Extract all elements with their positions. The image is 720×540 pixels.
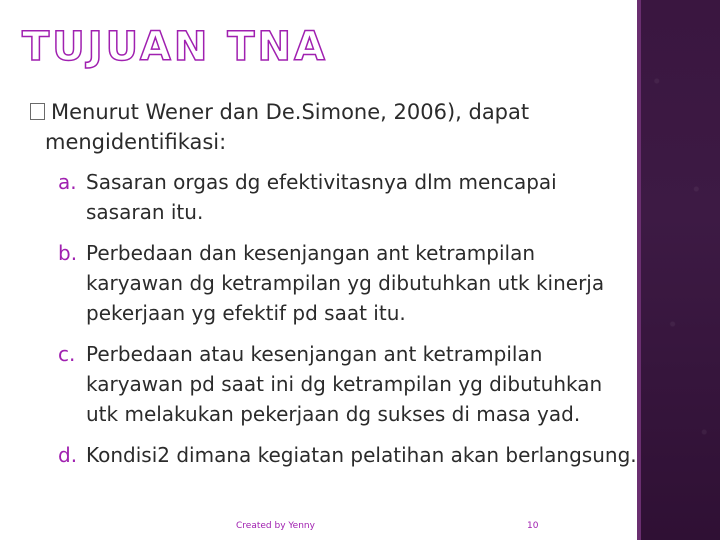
list-item xyxy=(58,167,638,227)
item-marker: c. xyxy=(58,342,76,366)
item-text: Perbedaan dan kesenjangan ant ketrampilan karyawan dg ketrampilan yg dibutuhkan utk kinerja pekerjaan yg efektif pd saat itu. xyxy=(86,241,605,325)
item-list xyxy=(58,167,638,481)
slide-title: TUJUAN TNA xyxy=(22,24,328,70)
intro-line-1: Menurut Wener dan De.Simone, 2006), dapat xyxy=(51,100,530,124)
item-text: Kondisi2 dimana kegiatan pelatihan akan berlangsung. xyxy=(86,443,637,467)
list-item xyxy=(58,339,638,429)
intro-line-2: mengidentifikasi: xyxy=(45,130,227,154)
page-number: 10 xyxy=(527,521,539,531)
item-text: Perbedaan atau kesenjangan ant ketrampilan karyawan pd saat ini dg ketrampilan yg dibutuhkan utk melakukan pekerjaan dg sukses di masa yad. xyxy=(86,342,603,426)
footer-credit: Created by Yenny xyxy=(236,521,315,531)
intro-paragraph xyxy=(30,97,630,157)
item-marker: b. xyxy=(58,241,78,265)
checkbox-bullet-icon xyxy=(30,103,45,120)
list-item xyxy=(58,440,638,470)
list-item xyxy=(58,238,638,328)
item-marker: a. xyxy=(58,170,77,194)
item-marker: d. xyxy=(58,443,78,467)
item-text: Sasaran orgas dg efektivitasnya dlm mencapai sasaran itu. xyxy=(86,170,557,224)
side-decoration-band xyxy=(641,0,720,540)
